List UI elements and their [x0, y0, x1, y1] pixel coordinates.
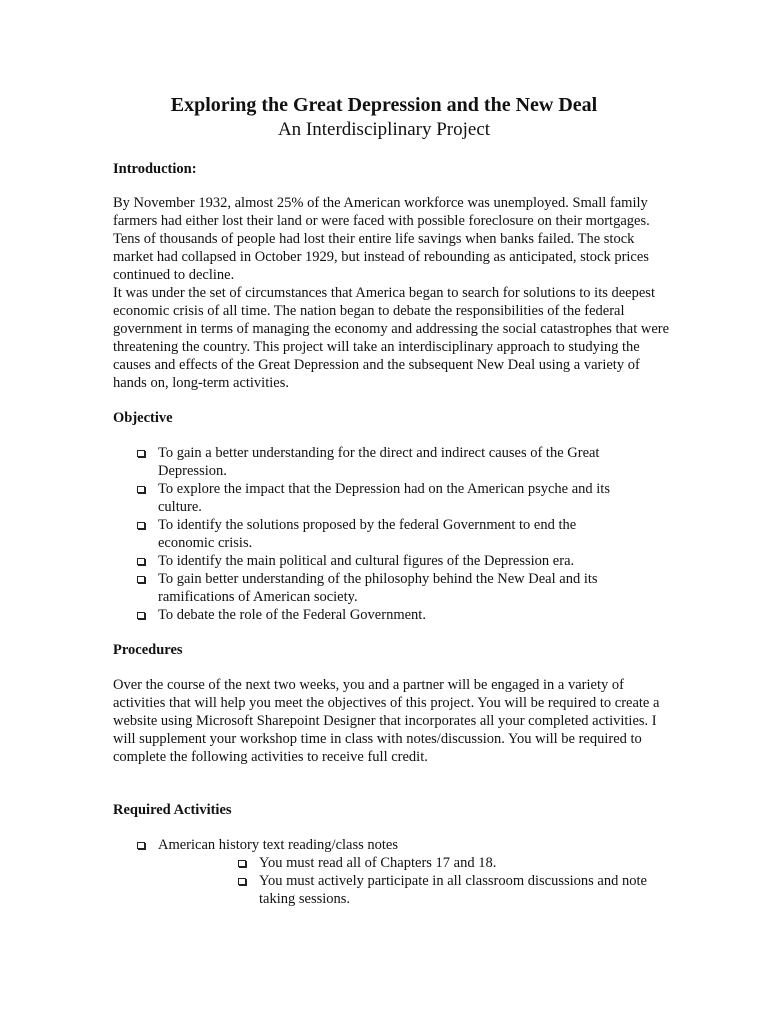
- list-item: [0, 570, 628, 606]
- checkbox-bullet-icon: [137, 450, 145, 457]
- list-subitem: [0, 854, 649, 872]
- document-subtitle: An Interdisciplinary Project: [277, 119, 491, 140]
- introduction-heading: Introduction:: [113, 161, 197, 177]
- objective-list: [0, 444, 768, 624]
- list-item: [0, 552, 628, 570]
- objective-item-text: To gain a better understanding for the direct and indirect causes of the Great Depression.: [158, 445, 600, 479]
- document-title: Exploring the Great Depression and the New Deal: [170, 94, 598, 116]
- required-activities-heading: Required Activities: [113, 802, 232, 818]
- list-item: [0, 606, 628, 624]
- procedures-heading: Procedures: [113, 642, 183, 658]
- objective-item-text: To debate the role of the Federal Government.: [158, 607, 426, 623]
- objective-item-text: To gain better understanding of the philosophy behind the New Deal and its ramifications of American society.: [158, 571, 598, 605]
- checkbox-bullet-icon: [137, 486, 145, 493]
- list-subitem: [0, 872, 649, 908]
- checkbox-bullet-icon: [238, 860, 246, 867]
- list-item: [0, 480, 628, 516]
- objective-heading: Objective: [113, 410, 173, 426]
- checkbox-bullet-icon: [137, 522, 145, 529]
- activity-subitem-text: You must actively participate in all classroom discussions and note taking sessions.: [259, 873, 647, 907]
- introduction-paragraph-1: By November 1932, almost 25% of the American workforce was unemployed. Small family farmers had either lost their land or were faced with possible foreclosure on their mortgages. Tens of thousands of people had lost their entire life savings when banks failed. The stock market had collapsed in October 1929, but instead of rebounding as anticipated, stock prices continued to decline.: [113, 195, 650, 283]
- activity-item-text: American history text reading/class notes: [158, 837, 398, 853]
- checkbox-bullet-icon: [238, 878, 246, 885]
- checkbox-bullet-icon: [137, 558, 145, 565]
- objective-item-text: To explore the impact that the Depression had on the American psyche and its culture.: [158, 481, 610, 515]
- checkbox-bullet-icon: [137, 842, 145, 849]
- required-activities-list: [0, 836, 768, 908]
- introduction-paragraph-2: It was under the set of circumstances that America began to search for solutions to its deepest economic crisis of all time. The nation began to debate the responsibilities of the federal government in terms of managing the economy and addressing the social catastrophes that were threatening the country. This project will take an interdisciplinary approach to studying the causes and effects of the Great Depression and the subsequent New Deal using a variety of hands on, long-term activities.: [113, 285, 670, 391]
- procedures-paragraph: Over the course of the next two weeks, you and a partner will be engaged in a variety of activities that will help you meet the objectives of this project. You will be required to create a website using Microsoft Sharepoint Designer that incorporates all your completed activities. I will supplement your workshop time in class with notes/discussion. You will be required to complete the following activities to receive full credit.: [113, 677, 660, 765]
- checkbox-bullet-icon: [137, 612, 145, 619]
- objective-item-text: To identify the solutions proposed by the federal Government to end the economic crisis.: [158, 517, 577, 551]
- list-item: [0, 836, 628, 854]
- activity-subitem-text: You must read all of Chapters 17 and 18.: [259, 855, 497, 871]
- objective-item-text: To identify the main political and cultural figures of the Depression era.: [158, 553, 575, 569]
- list-item: [0, 444, 628, 480]
- checkbox-bullet-icon: [137, 576, 145, 583]
- list-item: [0, 516, 628, 552]
